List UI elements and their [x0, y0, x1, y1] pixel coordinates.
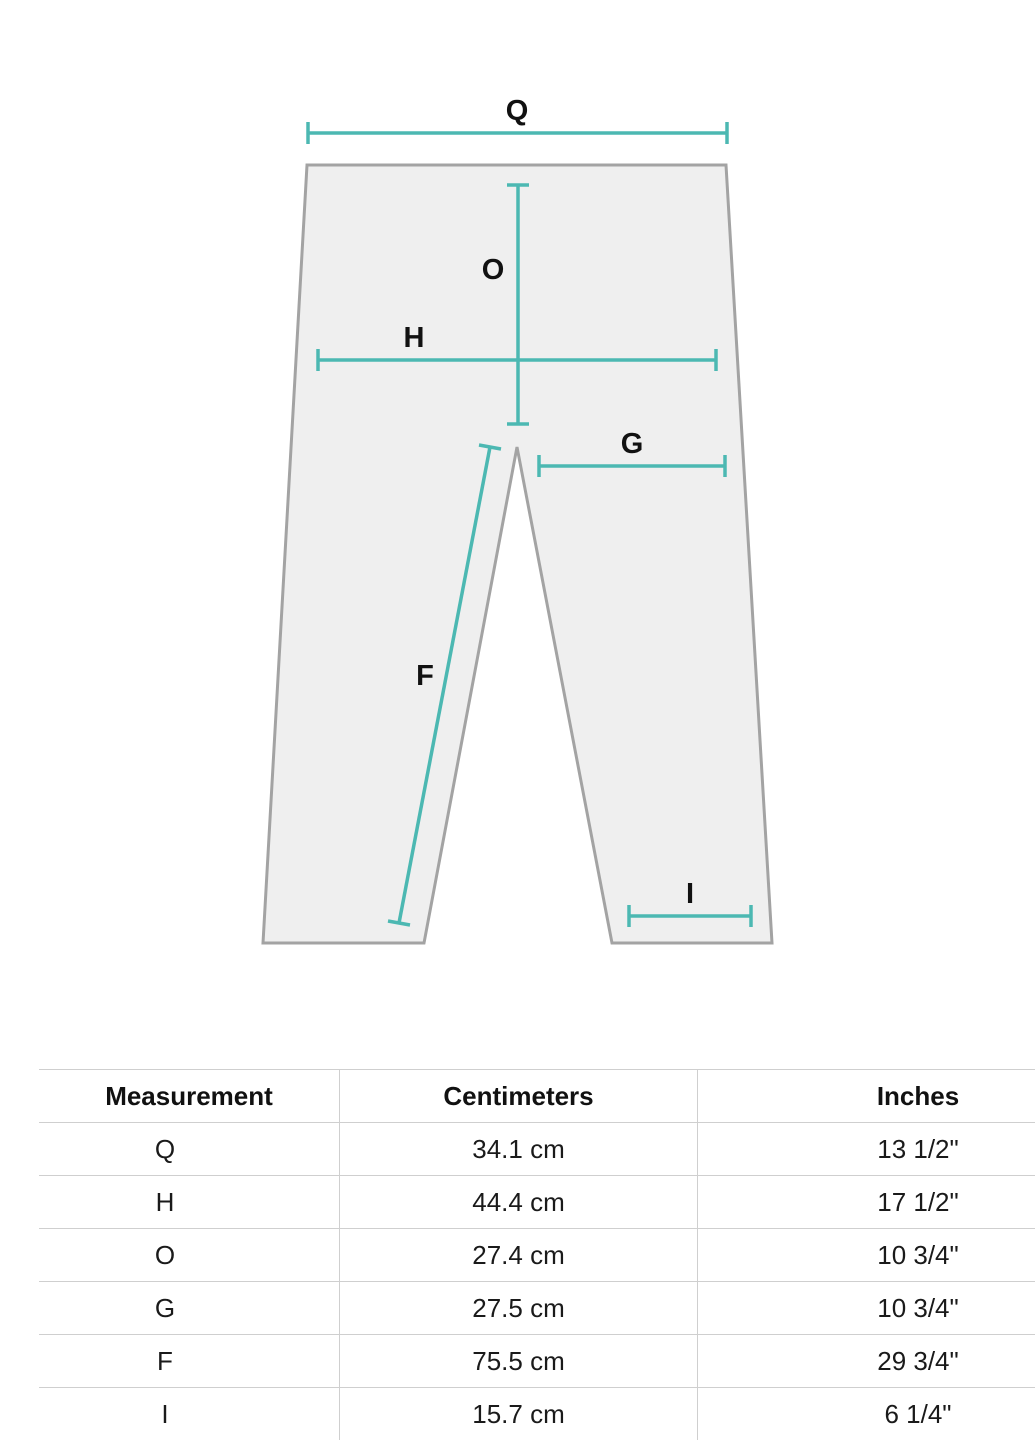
centimeters-cell: 75.5 cm [340, 1335, 698, 1388]
measurement-cell: Q [39, 1123, 340, 1176]
column-header-inches: Inches [698, 1070, 1035, 1123]
centimeters-cell: 15.7 cm [340, 1388, 698, 1440]
centimeters-cell: 34.1 cm [340, 1123, 698, 1176]
measurement-cell: H [39, 1176, 340, 1229]
label-i: I [685, 878, 695, 910]
centimeters-cell: 44.4 cm [340, 1176, 698, 1229]
measurement-table [39, 1069, 1035, 1440]
centimeters-cell: 27.4 cm [340, 1229, 698, 1282]
table-row [39, 1282, 1035, 1335]
label-o: O [481, 254, 505, 286]
column-header-centimeters: Centimeters [340, 1070, 698, 1123]
measurement-cell: F [39, 1335, 340, 1388]
label-f: F [416, 660, 434, 692]
table-row [39, 1123, 1035, 1176]
inches-cell: 13 1/2" [698, 1123, 1035, 1176]
measurement-cell: G [39, 1282, 340, 1335]
label-h: H [403, 322, 425, 354]
label-q: Q [505, 95, 529, 127]
table-row [39, 1388, 1035, 1440]
inches-cell: 10 3/4" [698, 1282, 1035, 1335]
table-row [39, 1335, 1035, 1388]
inches-cell: 29 3/4" [698, 1335, 1035, 1388]
label-g: G [620, 428, 644, 460]
column-header-measurement: Measurement [39, 1070, 340, 1123]
inches-cell: 10 3/4" [698, 1229, 1035, 1282]
measurement-cell: O [39, 1229, 340, 1282]
measurement-cell: I [161, 1398, 169, 1429]
table-header-row [39, 1070, 1035, 1123]
table-row [39, 1229, 1035, 1282]
table-row [39, 1176, 1035, 1229]
centimeters-cell: 27.5 cm [340, 1282, 698, 1335]
inches-cell: 6 1/4" [884, 1398, 952, 1429]
inches-cell: 17 1/2" [698, 1176, 1035, 1229]
